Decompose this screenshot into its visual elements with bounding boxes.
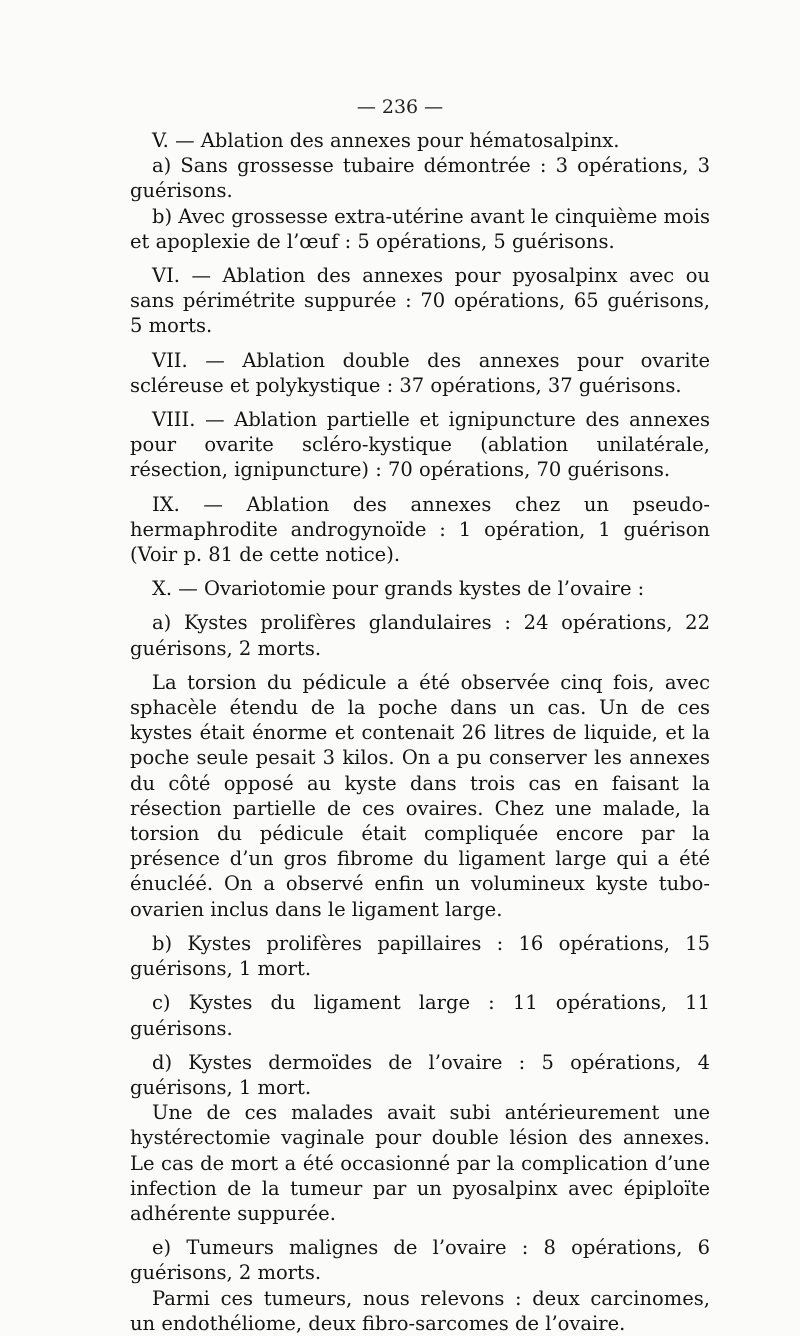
body-text — [130, 128, 710, 1336]
section-v-heading: V. — Ablation des annexes pour hématosalpinx. — [152, 129, 620, 152]
section-x-item-b: b) Kystes prolifères papillaires : 16 opérations, 15 guérisons, 1 mort. — [130, 931, 710, 981]
section-x-item-e: e) Tumeurs malignes de l’ovaire : 8 opérations, 6 guérisons, 2 morts. — [130, 1236, 710, 1285]
section-vi: VI. — Ablation des annexes pour pyosalpinx avec ou sans périmétrite suppurée : 70 opérations, 65 guérisons, 5 morts. — [130, 264, 710, 338]
section-x-item-c: c) Kystes du ligament large : 11 opérations, 11 guérisons. — [130, 991, 710, 1040]
section-x-item-a: a) Kystes prolifères glandulaires : 24 opérations, 22 guérisons, 2 morts. — [130, 611, 710, 660]
section-x-item-e-note: Parmi ces tumeurs, nous relevons : deux carcinomes, un endothéliome, deux fibro-sarcomes de l’ovaire. — [130, 1286, 710, 1335]
section-x-item-d: d) Kystes dermoïdes de l’ovaire : 5 opérations, 4 guérisons, 1 mort. — [130, 1050, 710, 1099]
section-x-item-a-note: La torsion du pédicule a été observée cinq fois, avec sphacèle étendu de la poche dans un cas. Un de ces kystes était énorme et contenait 26 litres de liquide, et la poche seule pesait 3 kilos. On a pu conserver les annexes du côté opposé au kyste dans trois cas en faisant la résection partielle de ces ovaires. Chez une malade, la torsion du pédicule était compliquée encore par la présence d’un gros fibrome du ligament large qui a été énucléé. On a observé enfin un volumineux kyste tubo-ovarien inclus dans le ligament large. — [130, 670, 710, 921]
section-viii: VIII. — Ablation partielle et ignipuncture des annexes pour ovarite scléro-kystique (ablation unilatérale, résection, ignipuncture) : 70 opérations, 70 guérisons. — [130, 408, 710, 482]
section-x-item-d-note: Une de ces malades avait subi antérieurement une hystérectomie vaginale pour double lésion des annexes. Le cas de mort a été occasionné par la complication d’une infection de la tumeur par un pyosalpinx avec épiploïte adhérente suppurée. — [130, 1101, 710, 1225]
section-v-item-b: b) Avec grossesse extra-utérine avant le cinquième mois et apoplexie de l’œuf : 5 opérations, 5 guérisons. — [130, 204, 710, 253]
section-x-heading: X. — Ovariotomie pour grands kystes de l’ovaire : — [152, 577, 645, 601]
page-number: — 236 — — [356, 96, 444, 118]
section-vii: VII. — Ablation double des annexes pour ovarite scléreuse et polykystique : 37 opérations, 37 guérisons. — [130, 348, 710, 397]
section-v-item-a: a) Sans grossesse tubaire démontrée : 3 opérations, 3 guérisons. — [130, 154, 710, 203]
section-ix: IX. — Ablation des annexes chez un pseudo-hermaphrodite androgynoïde : 1 opération, 1 guérison (Voir p. 81 de cette notice). — [130, 492, 710, 567]
